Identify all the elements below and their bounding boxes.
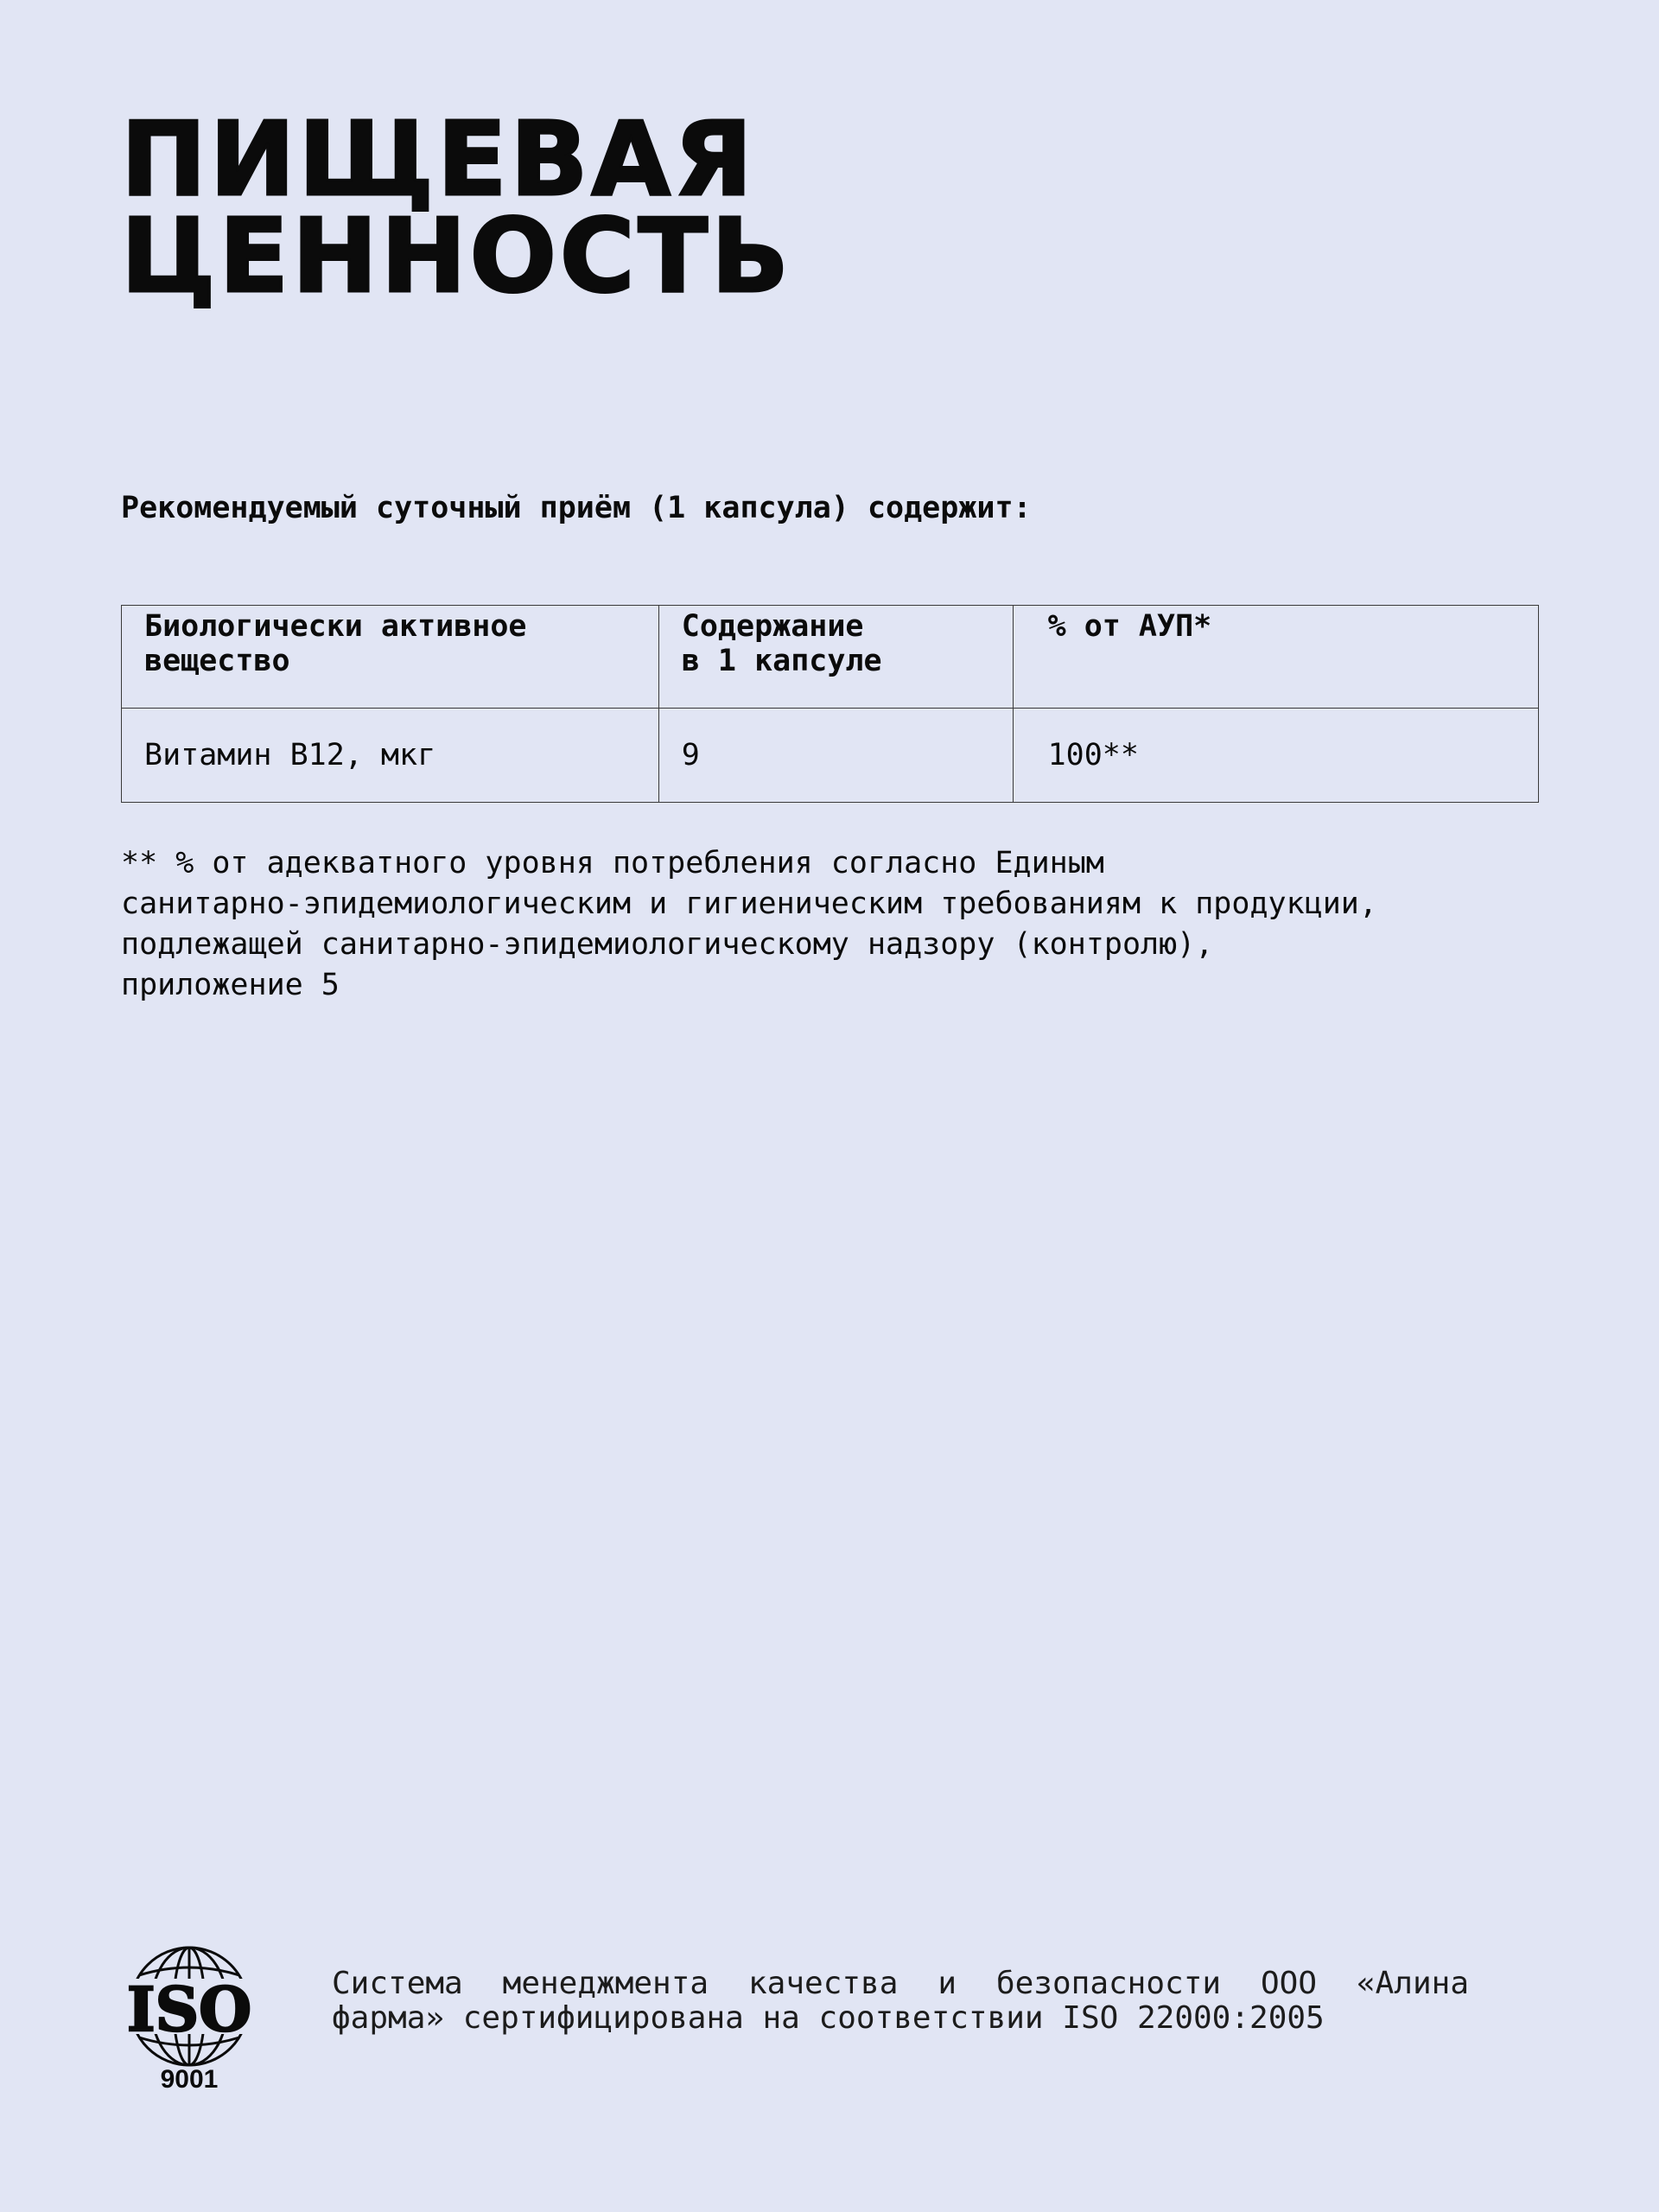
table-row: [122, 709, 1539, 803]
table-header-row: [122, 606, 1539, 709]
footnote-line-4: приложение 5: [121, 968, 340, 1002]
footnote-line-3: подлежащей санитарно-эпидемиологическому надзору (контролю),: [121, 927, 1214, 962]
certification-line-2: фарма» сертифицирована на соответствии ISO 22000:2005: [332, 2000, 1325, 2036]
iso-logo-text: ISO: [126, 1974, 252, 2045]
cell-amount: 9: [658, 709, 1013, 803]
footnote-line-1: ** % от адекватного уровня потребления согласно Единым: [121, 846, 1104, 880]
daily-intake-intro: Рекомендуемый суточный приём (1 капсула) содержит:: [121, 491, 1032, 525]
cell-percent: 100**: [1013, 709, 1538, 803]
iso-standard-number: 9001: [160, 2065, 219, 2094]
title-line-2: ЦЕННОСТЬ: [121, 196, 792, 315]
header-amount: Содержание в 1 капсуле: [658, 606, 1013, 709]
title-line-1: ПИЩЕВАЯ: [121, 99, 756, 219]
footnote: [121, 843, 1377, 1006]
page-title: [121, 99, 792, 315]
nutrition-table: [121, 605, 1539, 803]
header-substance: Биологически активное вещество: [122, 606, 659, 709]
certification-line-1: Система менеджмента качества и безопасности ООО «Алина: [332, 1966, 1469, 2001]
cell-substance: Витамин В12, мкг: [122, 709, 659, 803]
footnote-line-2: санитарно-эпидемиологическим и гигиеническим требованиям к продукции,: [121, 887, 1377, 921]
header-percent: % от АУП*: [1013, 606, 1538, 709]
certification-statement: [332, 1967, 1469, 2036]
